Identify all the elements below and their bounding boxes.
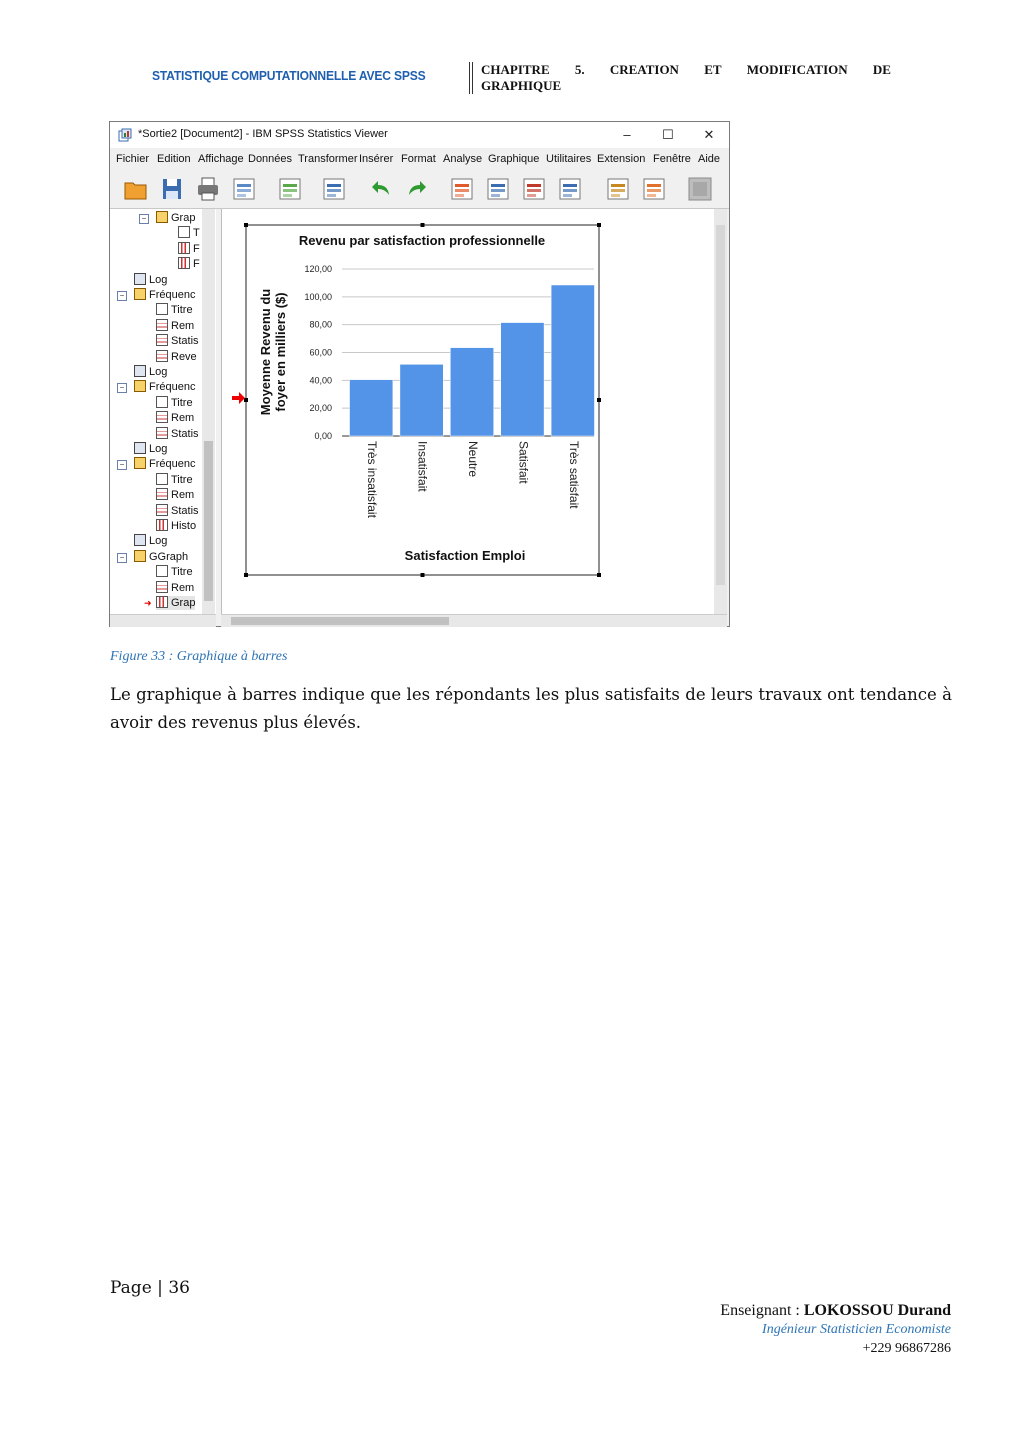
outline-item[interactable] <box>134 365 167 379</box>
save-icon[interactable] <box>158 175 186 203</box>
book-icon <box>134 457 146 469</box>
selection-handle <box>244 398 248 402</box>
output-viewer-pane <box>221 209 715 614</box>
scrollbar-thumb[interactable] <box>231 617 449 625</box>
outline-item-label: Rem <box>171 489 195 502</box>
outline-item[interactable] <box>144 596 196 610</box>
scrollbar-thumb[interactable] <box>204 441 213 601</box>
menu-donnees[interactable]: Données <box>248 153 293 165</box>
chart-icon <box>178 242 190 254</box>
table-icon <box>156 488 168 500</box>
outline-item-label: Log <box>149 366 168 378</box>
selection-handle <box>597 398 601 402</box>
footer-signature <box>720 1302 951 1357</box>
outline-horizontal-scrollbar[interactable] <box>110 614 216 627</box>
undo-icon[interactable] <box>366 175 394 203</box>
book-icon <box>134 550 146 562</box>
goto-case-icon[interactable] <box>484 175 512 203</box>
book-icon <box>134 380 146 392</box>
outline-item[interactable] <box>134 380 195 394</box>
outline-item-label: Histo <box>171 520 197 532</box>
collapse-toggle[interactable]: − <box>117 291 127 301</box>
y-tick-label: 120,00 <box>304 264 332 274</box>
outline-item-label: Titre <box>171 566 193 579</box>
book-icon <box>134 288 146 300</box>
outline-item[interactable] <box>134 288 195 302</box>
chapter-word: 5. <box>574 62 585 77</box>
header-separator <box>469 62 473 94</box>
outline-item[interactable] <box>134 457 195 471</box>
chapter-word: MODIFICATION <box>746 62 848 77</box>
print-preview-icon[interactable] <box>230 175 258 203</box>
outline-item-label: Fréquenc <box>149 289 196 301</box>
y-tick-label: 100,00 <box>304 291 332 302</box>
maximize-button[interactable]: ☐ <box>662 127 674 142</box>
y-tick-label: 60,00 <box>309 347 332 358</box>
menu-analyse[interactable]: Analyse <box>443 153 483 165</box>
menu-fichier[interactable]: Fichier <box>116 153 150 165</box>
table-icon <box>156 411 168 423</box>
outline-item-label: GGraph <box>149 550 189 563</box>
page-number <box>110 1278 190 1298</box>
menu-bar <box>110 149 729 169</box>
outline-item-label: Rem <box>171 412 195 425</box>
goto-data-icon[interactable] <box>448 175 476 203</box>
doc-icon <box>178 226 190 238</box>
bar-2 <box>400 364 443 436</box>
bar-1 <box>350 380 393 436</box>
outline-item-label: Grap <box>171 212 196 224</box>
x-category-label: Satisfait <box>516 441 531 484</box>
page-label: Page <box>110 1278 152 1298</box>
outline-item-label: Reve <box>171 350 197 363</box>
menu-inserer[interactable]: Insérer <box>359 153 394 165</box>
menu-extension[interactable]: Extension <box>597 153 646 165</box>
outline-item[interactable] <box>156 427 199 441</box>
outline-item-label: Grap <box>171 597 196 609</box>
recall-dialog-icon[interactable] <box>320 175 348 203</box>
chart-icon <box>178 257 190 269</box>
bar-4 <box>501 323 544 436</box>
menu-fenetre[interactable]: Fenêtre <box>653 153 691 165</box>
bar-chart[interactable] <box>222 209 715 614</box>
outline-item[interactable] <box>156 519 196 533</box>
x-category-label: Très satisfait <box>566 441 581 509</box>
selection-handle <box>244 223 248 227</box>
y-tick-label: 80,00 <box>309 319 332 330</box>
outline-pane <box>110 209 217 626</box>
outline-item-label: Rem <box>171 319 195 332</box>
outline-vertical-scrollbar[interactable] <box>202 209 215 615</box>
x-category-label: Neutre <box>466 441 480 478</box>
outline-item-label: Log <box>149 443 168 455</box>
spss-app-icon <box>118 128 132 142</box>
disabled-icon <box>686 175 714 203</box>
outline-item[interactable] <box>134 442 167 456</box>
doc-icon <box>156 565 168 577</box>
table-icon <box>156 504 168 516</box>
collapse-toggle[interactable]: − <box>117 383 127 393</box>
outline-item-label: Statis <box>171 504 199 517</box>
outline-item-label: Statis <box>171 335 199 348</box>
menu-aide[interactable]: Aide <box>698 153 721 165</box>
outline-item-label: F <box>193 242 200 255</box>
scrollbar-thumb[interactable] <box>716 225 725 585</box>
viewer-vertical-scrollbar[interactable] <box>714 209 727 614</box>
chart-icon <box>156 596 168 608</box>
menu-edition[interactable]: Edition <box>157 153 191 165</box>
menu-transformer[interactable]: Transformer <box>298 153 358 165</box>
outline-item-label: Log <box>149 273 168 286</box>
outline-item-label: T <box>193 227 200 240</box>
outline-item-label: F <box>193 258 200 271</box>
chapter-line-1 <box>481 62 891 78</box>
selection-handle <box>244 573 248 577</box>
viewer-horizontal-scrollbar[interactable] <box>221 614 727 627</box>
outline-item[interactable] <box>134 273 167 287</box>
menu-utilitaires[interactable]: Utilitaires <box>546 153 592 165</box>
chapter-line-2: GRAPHIQUE <box>481 78 562 93</box>
running-header-chapter <box>481 62 891 94</box>
print-icon[interactable] <box>194 175 222 203</box>
outline-item[interactable] <box>156 565 193 579</box>
bar-3 <box>450 348 493 436</box>
chart-title: Revenu par satisfaction professionnelle <box>298 233 546 248</box>
designate-window-icon[interactable] <box>604 175 632 203</box>
outline-item[interactable] <box>156 581 194 595</box>
table-icon <box>156 334 168 346</box>
outline-item-label: Titre <box>171 473 193 486</box>
doc-icon <box>156 303 168 315</box>
outline-item[interactable] <box>156 396 193 410</box>
outline-item[interactable] <box>156 504 199 518</box>
teacher-title: Ingénieur Statisticien Economiste <box>762 1322 951 1337</box>
collapse-toggle[interactable]: − <box>139 214 149 224</box>
selection-arrow-icon <box>232 392 245 404</box>
outline-item-label: Titre <box>171 396 193 409</box>
selection-handle <box>421 573 425 577</box>
y-tick-label: 0,00 <box>314 431 332 441</box>
selection-handle <box>597 223 601 227</box>
y-tick-label: 20,00 <box>309 403 332 414</box>
chapter-word: CHAPITRE <box>481 62 550 77</box>
outline-item[interactable] <box>156 473 193 487</box>
page-separator: | <box>157 1278 163 1298</box>
outline-item[interactable] <box>178 226 200 240</box>
doc-icon <box>156 396 168 408</box>
log-icon <box>134 273 146 285</box>
spss-viewer-window <box>109 121 730 627</box>
teacher-prefix: Enseignant : <box>720 1302 800 1319</box>
teacher-line <box>720 1302 951 1320</box>
log-icon <box>134 534 146 546</box>
selection-handle <box>421 223 425 227</box>
outline-item[interactable] <box>156 488 194 502</box>
x-category-label: Très insatisfait <box>365 441 380 518</box>
body-paragraph: Le graphique à barres indique que les répondants les plus satisfaits de leurs travaux ont tendance à avoir des revenus plus élevés. <box>110 685 952 732</box>
menu-graphique[interactable]: Graphique <box>488 153 540 165</box>
bar-5 <box>551 285 594 436</box>
y-axis-title-line: foyer en milliers ($) <box>273 292 288 412</box>
table-icon <box>156 427 168 439</box>
outline-item-label: Rem <box>171 581 195 594</box>
y-axis-title-line: Moyenne Revenu du <box>258 288 273 416</box>
collapse-toggle[interactable]: − <box>117 553 127 563</box>
collapse-toggle[interactable]: − <box>117 460 127 470</box>
x-category-label: Insatisfait <box>415 441 430 492</box>
outline-item-label: Titre <box>171 304 193 317</box>
doc-icon <box>156 473 168 485</box>
variables-icon[interactable] <box>556 175 584 203</box>
teacher-name: LOKOSSOU Durand <box>803 1302 951 1319</box>
selection-handle <box>597 573 601 577</box>
window-title: *Sortie2 [Document2] - IBM SPSS Statistics Viewer <box>138 128 388 140</box>
menu-format[interactable]: Format <box>401 153 436 165</box>
figure-caption: Figure 33 : Graphique à barres <box>110 649 288 664</box>
outline-item[interactable] <box>134 534 167 548</box>
running-header-title: STATISTIQUE COMPUTATIONNELLE AVEC SPSS <box>152 68 426 83</box>
current-item-arrow-icon: ➜ <box>144 598 152 608</box>
chart-icon <box>156 519 168 531</box>
book-icon <box>156 211 168 223</box>
log-icon <box>134 442 146 454</box>
outline-item[interactable] <box>134 550 188 564</box>
x-axis-title: Satisfaction Emploi <box>404 548 526 563</box>
outline-item-label: Fréquenc <box>149 458 196 471</box>
menu-affichage[interactable]: Affichage <box>198 153 244 165</box>
outline-item-label: Statis <box>171 427 199 440</box>
chapter-word: CREATION <box>609 62 679 77</box>
y-tick-label: 40,00 <box>309 375 332 386</box>
outline-item[interactable] <box>156 334 199 348</box>
chapter-word: DE <box>872 62 891 77</box>
outline-item[interactable] <box>156 211 195 225</box>
page-number-value: 36 <box>168 1278 190 1298</box>
outline-item[interactable] <box>156 350 197 364</box>
table-icon <box>156 581 168 593</box>
toolbar <box>110 170 729 209</box>
minimize-button[interactable]: – <box>623 127 631 142</box>
outline-item[interactable] <box>178 242 200 256</box>
outline-item[interactable] <box>156 303 193 317</box>
open-icon[interactable] <box>122 175 150 203</box>
log-icon <box>134 365 146 377</box>
table-icon <box>156 350 168 362</box>
export-icon[interactable] <box>276 175 304 203</box>
outline-item-label: Log <box>149 535 168 548</box>
title-bar <box>110 122 729 148</box>
teacher-phone: +229 96867286 <box>862 1341 951 1356</box>
close-button[interactable]: ✕ <box>703 127 715 142</box>
run-script-icon[interactable] <box>640 175 668 203</box>
outline-item[interactable] <box>156 411 194 425</box>
redo-icon[interactable] <box>404 175 432 203</box>
goto-variable-icon[interactable] <box>520 175 548 203</box>
outline-item[interactable] <box>156 319 194 333</box>
table-icon <box>156 319 168 331</box>
chapter-word: ET <box>704 62 722 77</box>
outline-item[interactable] <box>178 257 200 271</box>
outline-item-label: Fréquenc <box>149 381 196 394</box>
